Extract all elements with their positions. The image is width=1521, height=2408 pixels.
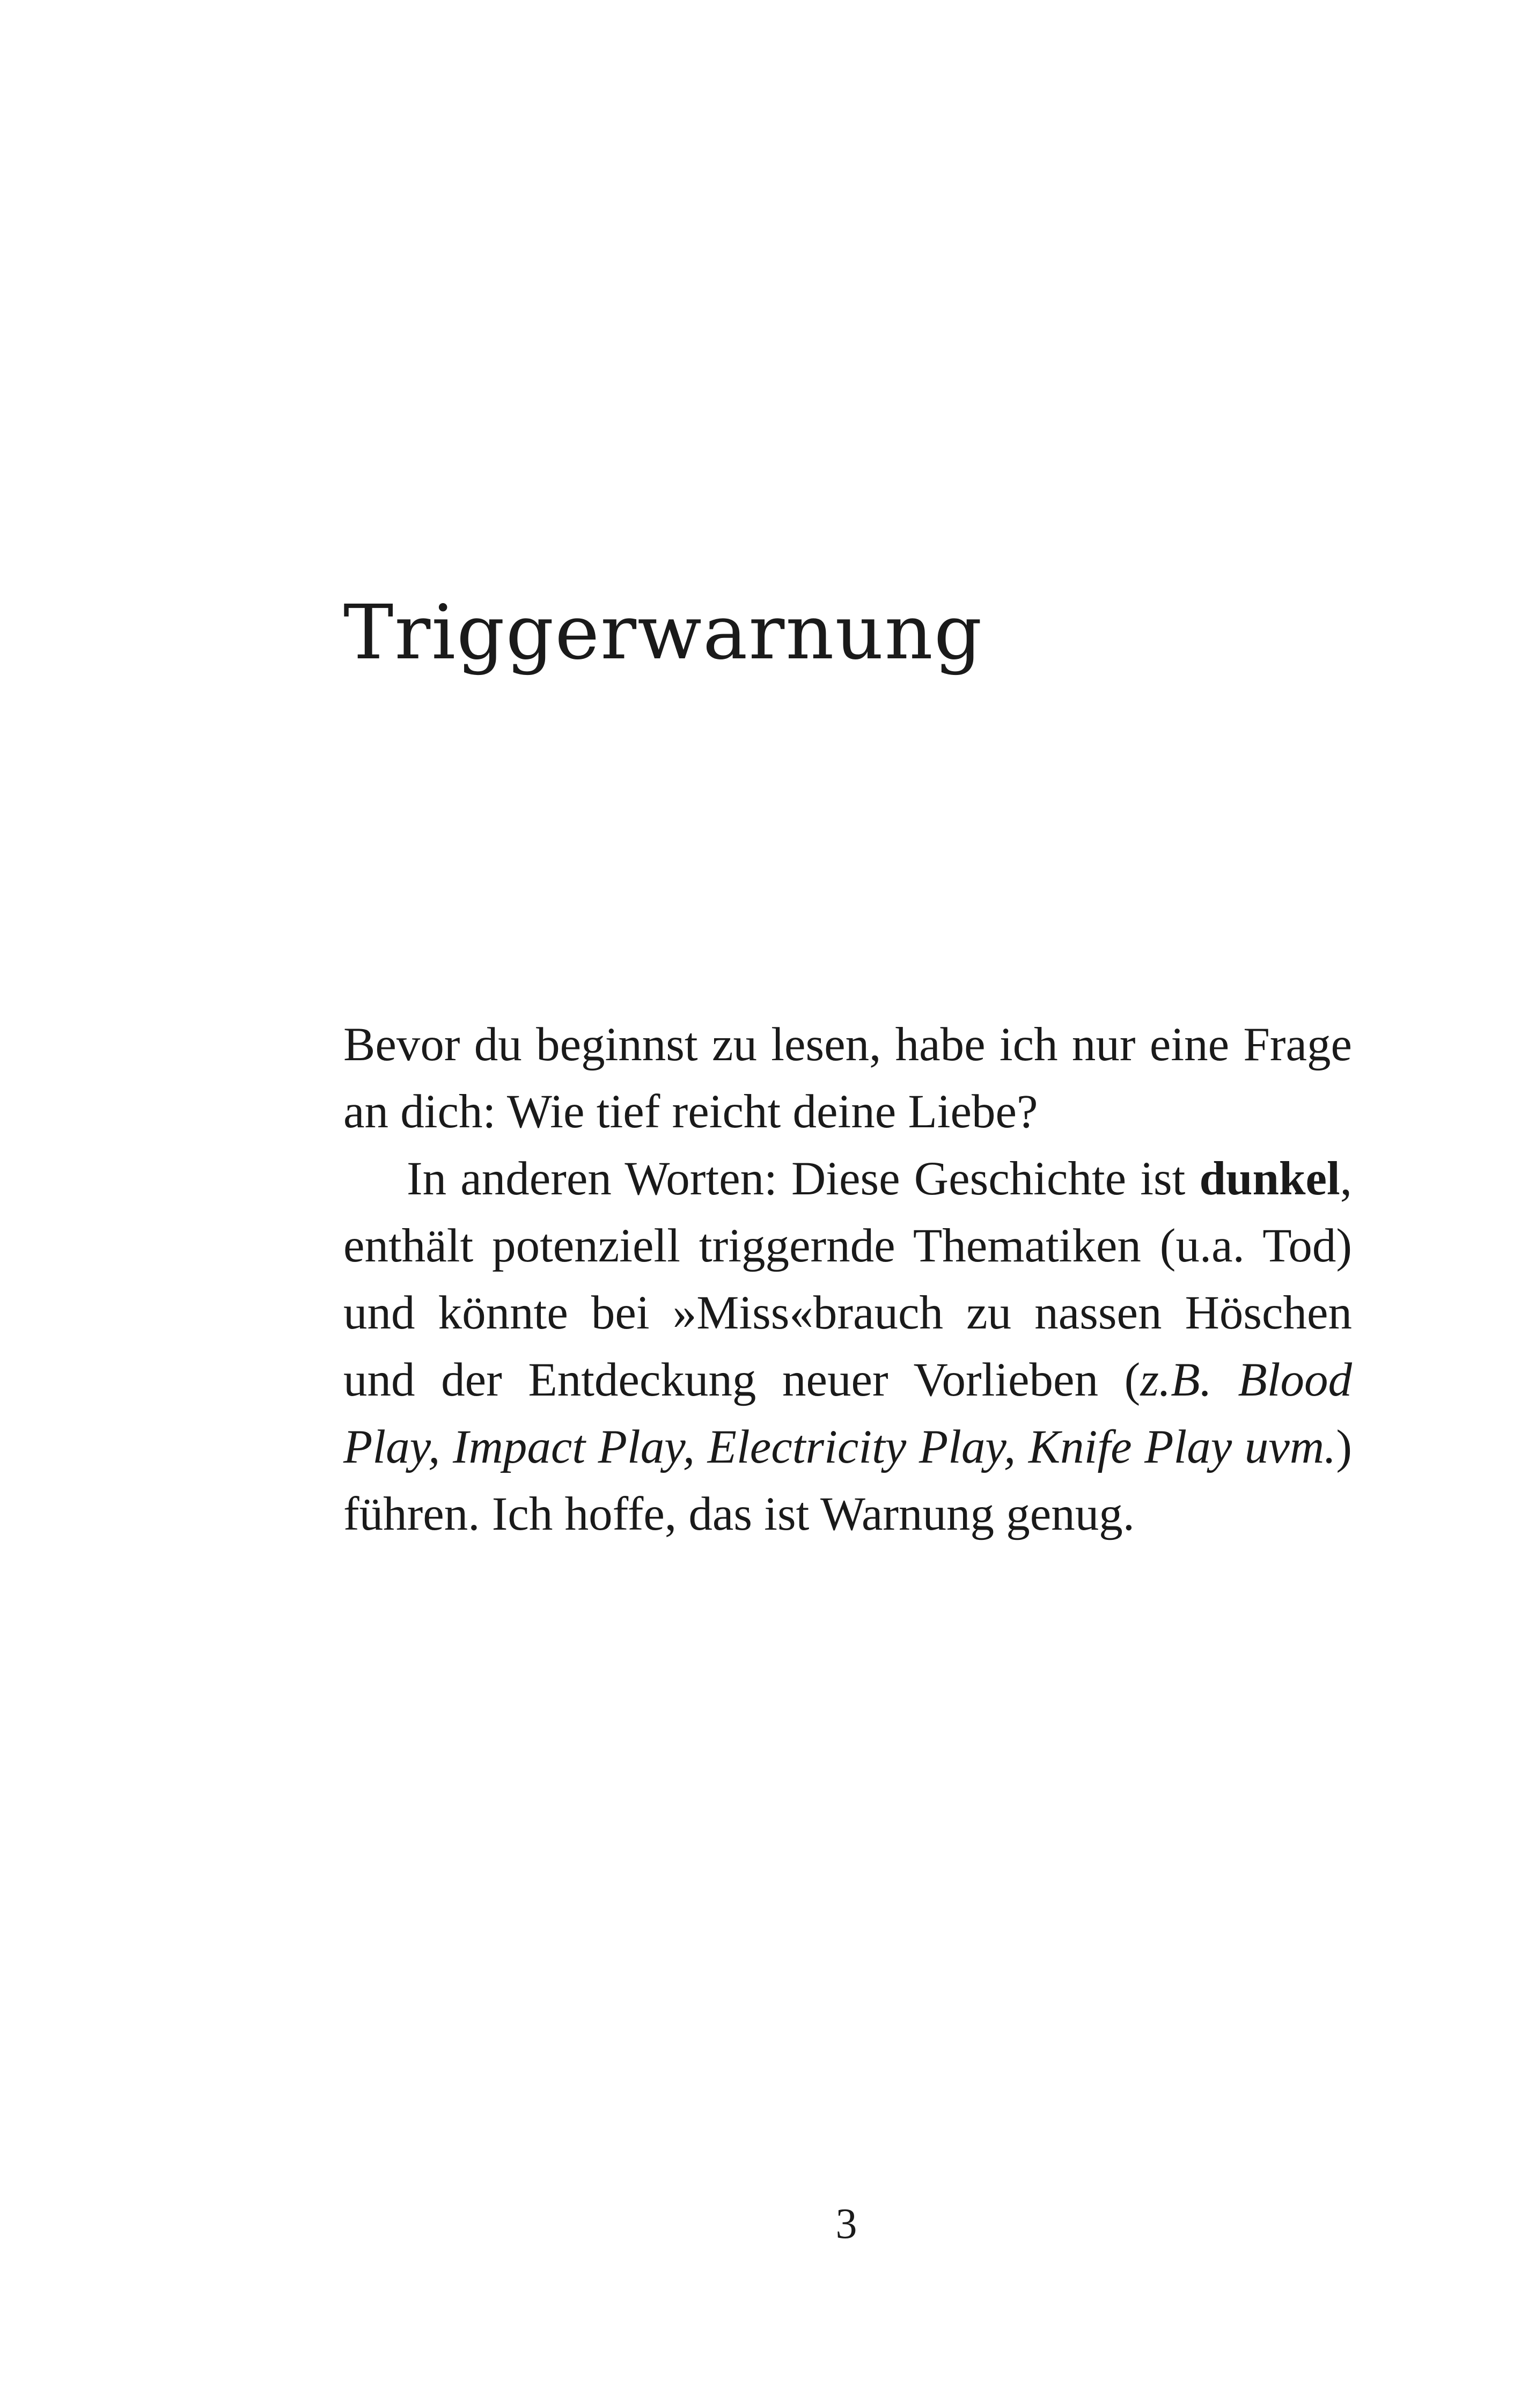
paragraph-warning	[343, 1146, 1352, 1548]
warning-middle: , enthält potenziell triggernde Thematiken (u.a. Tod) und könnte bei »Miss«brauch zu nassen Höschen und der Entdeckung neuer Vorlieben (	[343, 1152, 1352, 1406]
warning-examples: z.B. Blood Play, Impact Play, Electricity Play, Knife Play uvm.	[343, 1354, 1353, 1473]
warning-lead: In anderen Worten: Diese Geschichte ist	[407, 1152, 1200, 1205]
page-number: 3	[835, 2200, 857, 2248]
paragraph-intro: Bevor du beginnst zu lesen, habe ich nur eine Frage an dich: Wie tief reicht deine Liebe?	[343, 1018, 1352, 1138]
warning-end: ) führen. Ich hoffe, das ist Warnung genug.	[343, 1421, 1352, 1540]
chapter-title: Triggerwarnung	[343, 589, 983, 677]
body-text	[343, 1011, 1352, 1548]
warning-bold-word: dunkel	[1199, 1152, 1340, 1205]
